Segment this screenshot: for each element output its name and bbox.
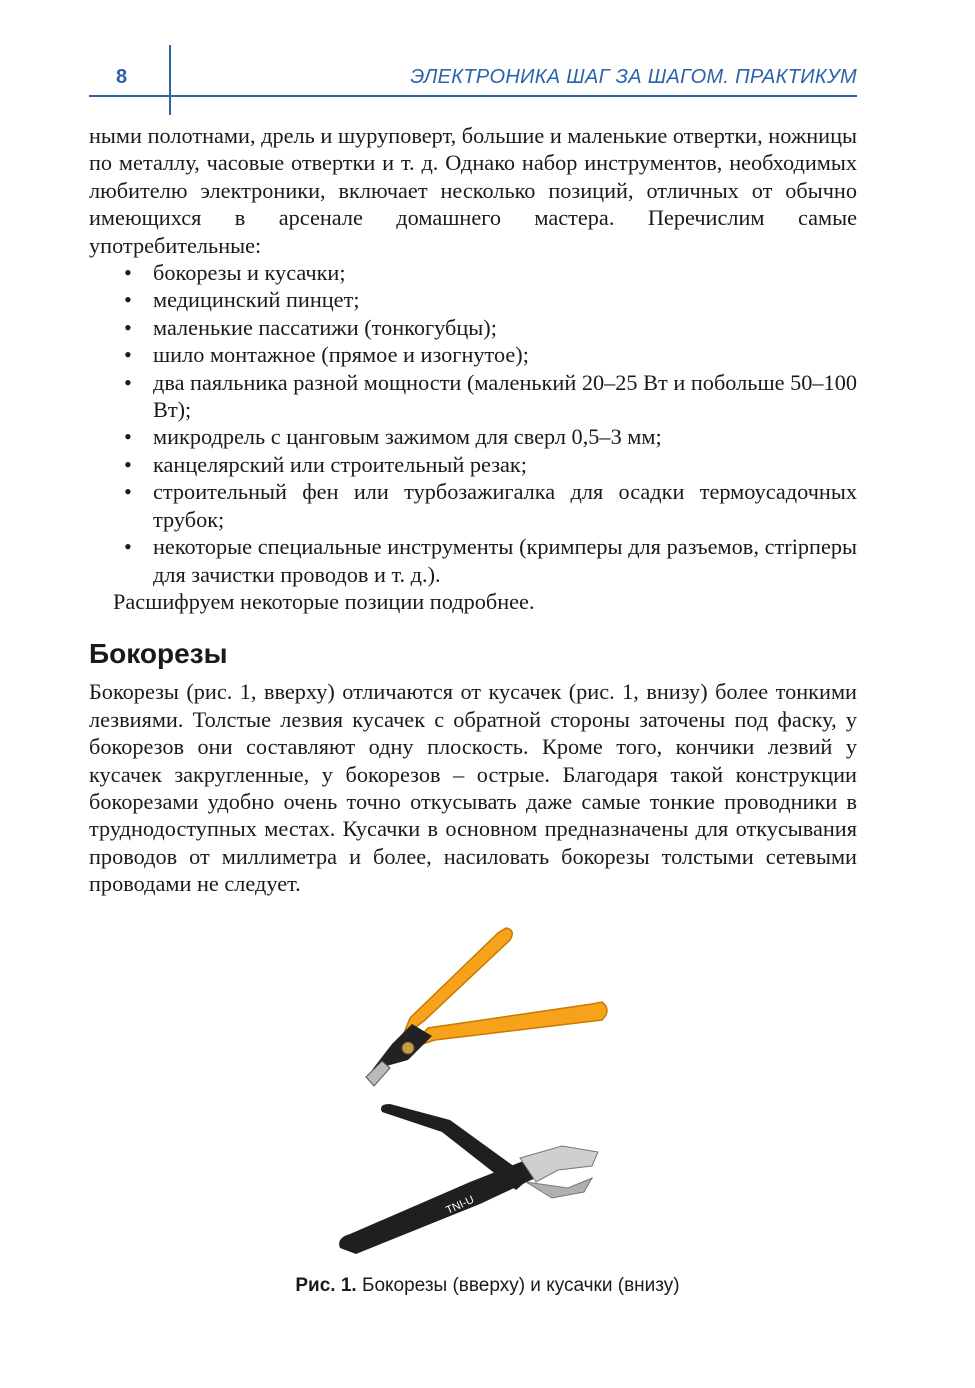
caption-label: Рис. 1.	[295, 1275, 357, 1296]
list-item-text: медицинский пинцет;	[153, 287, 360, 313]
page-number: 8	[116, 66, 128, 88]
bullet-icon: •	[124, 314, 132, 340]
header-vertical-rule	[169, 45, 171, 115]
figure-caption	[0, 1275, 975, 1297]
list-item-text: шило монтажное (прямое и изогнутое);	[153, 342, 529, 368]
pliers-illustration	[330, 920, 630, 1265]
diagonal-pliers-image	[339, 1104, 598, 1254]
section-title: Бокорезы	[89, 638, 228, 670]
bullet-icon: •	[124, 369, 132, 395]
list-item	[89, 478, 857, 533]
bullet-icon: •	[124, 287, 132, 313]
figure-pliers	[330, 920, 630, 1265]
closing-sentence: Расшифруем некоторые позиции подробнее.	[113, 588, 535, 614]
list-item-text: бокорезы и кусачки;	[153, 260, 346, 286]
bullet-icon: •	[124, 451, 132, 477]
bullet-icon: •	[124, 342, 132, 368]
bullet-icon: •	[124, 424, 132, 450]
list-item-text: микродрель с цанговым зажимом для сверл 0,5–3 мм;	[153, 424, 662, 450]
section-paragraph: Бокорезы (рис. 1, вверху) отличаются от кусачек (рис. 1, внизу) более тонкими лезвиями. Толстые лезвия кусачек с обратной стороны заточены под фаску, у бокорезов они составляют одну плоскость. Кроме того, кончики лезвий у кусачек закругленные, у бокорезов – острые. Благодаря такой конструкции бокорезами удобно очень точно откусывать даже самые тонкие проводники в труднодоступных местах. Кусачки в основном предназначены для откусывания проводов от миллиметра и более, насиловать бокорезы толстыми сетевыми проводами не следует.	[89, 679, 857, 897]
list-item-text: канцелярский или строительный резак;	[153, 451, 527, 477]
header-rule	[89, 95, 857, 97]
list-item	[89, 369, 857, 424]
list-item-text: строительный фен или турбозажигалка для осадки термоусадочных трубок;	[153, 479, 857, 532]
running-head	[0, 0, 975, 120]
list-item	[89, 314, 857, 341]
bullet-icon: •	[124, 534, 132, 560]
list-item	[89, 451, 857, 478]
bullet-icon: •	[124, 260, 132, 286]
book-title: ЭЛЕКТРОНИКА ШАГ ЗА ШАГОМ. ПРАКТИКУМ	[410, 66, 857, 88]
tool-list	[89, 259, 857, 588]
caption-text: Бокорезы (вверху) и кусачки (внизу)	[356, 1275, 680, 1296]
body-text	[89, 122, 857, 898]
list-item-text: два паяльника разной мощности (маленький 20–25 Вт и побольше 50–100 Вт);	[153, 369, 857, 423]
list-item	[89, 286, 857, 313]
list-item	[89, 423, 857, 450]
intro-paragraph: ными полотнами, дрель и шуруповерт, большие и маленькие отвертки, ножницы по металлу, часовые отвертки и т. д. Однако набор инструментов, необходимых любителю электроники, включает несколько позиций, отличных от обычно имеющихся в арсенале домашнего мастера. Перечислим самые употребительные:	[89, 123, 857, 258]
brand-label: TNI-U	[444, 1193, 477, 1217]
list-item	[89, 341, 857, 368]
bullet-icon: •	[124, 479, 132, 505]
list-item	[89, 259, 857, 286]
list-item	[89, 533, 857, 588]
list-item-text: некоторые специальные инструменты (кримперы для разъемов, стripперы для зачистки проводов и т. д.).	[153, 534, 857, 587]
side-cutters-image	[366, 928, 607, 1086]
list-item-text: маленькие пассатижи (тонкогубцы);	[153, 314, 497, 340]
